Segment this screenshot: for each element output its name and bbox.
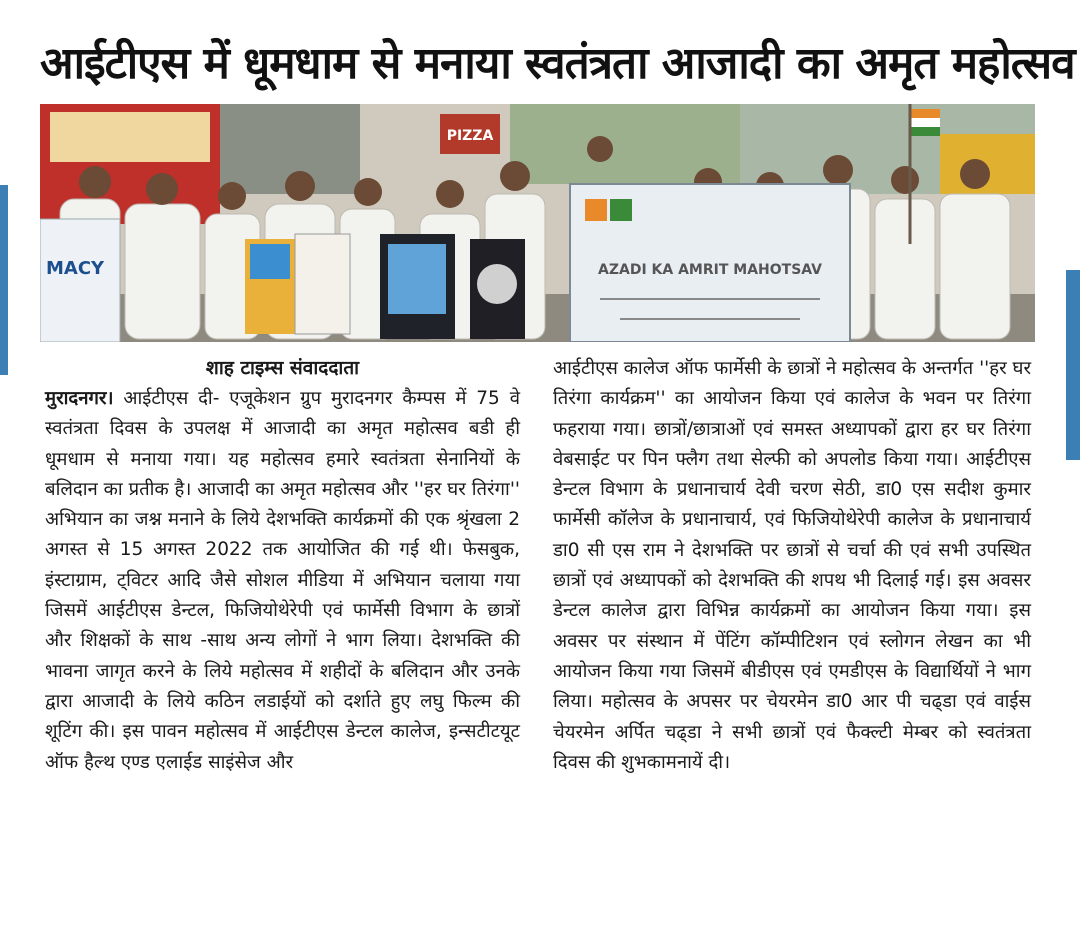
- byline: शाह टाइम्स संवाददाता: [205, 357, 360, 379]
- event-photo: [40, 104, 1035, 342]
- article-column-left: [45, 384, 520, 778]
- shop-sign: PIZZA: [446, 128, 494, 144]
- dateline: मुरादनगर।: [45, 388, 114, 409]
- right-column-text: आईटीएस कालेज ऑफ फार्मेसी के छात्रों ने महोत्सव के अन्तर्गत ''हर घर तिरंगा कार्यक्रम'' का आयोजन किया एवं कालेज के भवन पर तिरंगा फहराया गया। छात्रों/छात्राओं एवं समस्त अध्यापकों द्वारा हर घर तिरंगा वेबसाईट पर पिन फ्लैग तथा सेल्फी को अपलोड किया गया। आईटीएस डेन्टल विभाग के प्रधानाचार्य देवी चरण सेठी, डा0 एस सदीश कुमार फार्मेसी कॉलेज के प्रधानाचार्य, एवं फिजियोथेरेपी कालेज के प्रधानाचार्य डा0 सी एस राम ने देशभक्ति पर छात्रों से चर्चा की एवं सभी उपस्थित छात्रों एवं अध्यापकों को देशभक्ति की शपथ भी दिलाई गई। इस अवसर डेन्टल कालेज द्वारा विभिन्न कार्यक्रमों का आयोजन किया गया। इस अवसर पर संस्थान में पेंटिंग कॉम्पीटिशन एवं स्लोगन लेखन का भी आयोजन किया गया जिसमें बीडीएस एवं एमडीएस के विद्यार्थियों ने भाग लिया। महोत्सव के अपसर पर चेयरमेन डा0 आर पी चढ्डा एवं वाईस चेयरमेन अर्पित चढ्डा ने सभी छात्रों एवं फैक्ल्टी मेम्बर को स्वतंत्रता दिवस की शुभकामनायें दी।: [553, 358, 1032, 773]
- article-headline: आईटीएस में धूमधाम से मनाया स्वतंत्रता आजादी का अमृत महोत्सव: [40, 38, 1075, 89]
- right-edge-photo-strip: [1066, 270, 1080, 460]
- left-column-text: आईटीएस दी- एजूकेशन ग्रुप मुरादनगर कैम्पस में 75 वे स्वतंत्रता दिवस के उपलक्ष में आजादी का अमृत महोत्सव बडी ही धूमधाम से मनाया गया। यह महोत्सव हमारे स्वतंत्रता सेनानियों के बलिदान का प्रतीक है। आजादी का अमृत महोत्सव और ''हर घर तिरंगा'' अभियान का जश्न मनाने के लिये देशभक्ति कार्यक्रमों की एक श्रृंखला 2 अगस्त से 15 अगस्त 2022 तक आयोजित की गई थी। फेसबुक, इंस्टाग्राम, ट्विटर आदि जैसे सोशल मीडिया में अभियान चलाया गया जिसमें आईटीएस डेन्टल, फिजियोथेरेपी एवं फार्मेसी विभाग के छात्रों और शिक्षकों के साथ -साथ अन्य लोगों ने भाग लिया। देशभक्ति की भावना जागृत करने के लिये महोत्सव में शहीदों के बलिदान और उनके द्वारा आजादी के लिये कठिन लडाईयों को दर्शाते हुए लघु फिल्म की शूटिंग की। इस पावन महोत्सव में आईटीएस डेन्टल कालेज, इन्सटीटयूट ऑफ हैल्थ एण्ड एलाईड साइंसेज और: [45, 388, 520, 773]
- left-edge-photo-strip: [0, 185, 8, 375]
- center-banner-text: AZADI KA AMRIT MAHOTSAV: [598, 262, 822, 278]
- left-banner-text: MACY: [46, 258, 105, 279]
- article-column-right: [553, 354, 1031, 778]
